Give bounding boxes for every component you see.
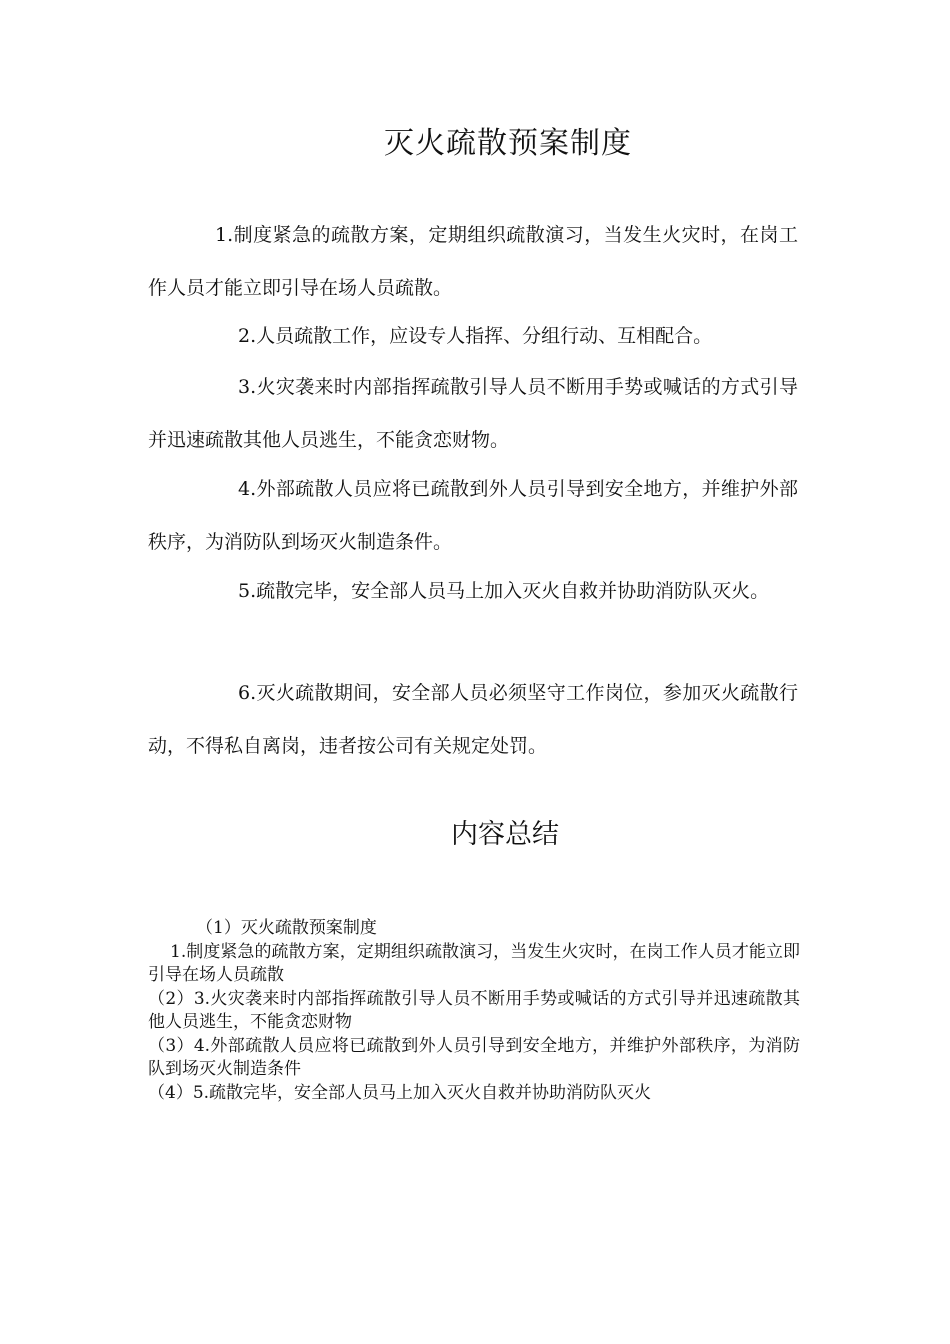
summary-title: 内容总结 [451, 819, 559, 850]
paragraph-2: 2.人员疏散工作，应设专人指挥、分组行动、互相配合。 [238, 325, 713, 347]
paragraph-1: 1.制度紧急的疏散方案，定期组织疏散演习，当发生火灾时，在岗工作人员才能立即引导在场人员疏散。 [148, 224, 798, 299]
paragraph-5: 5.疏散完毕，安全部人员马上加入灭火自救并协助消防队灭火。 [238, 580, 770, 602]
summary-item: （1）灭火疏散预案制度 [196, 918, 377, 938]
summary-item: 1.制度紧急的疏散方案，定期组织疏散演习，当发生火灾时，在岗工作人员才能立即引导在场人员疏散 [148, 941, 800, 985]
summary-item: （3）4.外部疏散人员应将已疏散到外人员引导到安全地方，并维护外部秩序，为消防队到场灭火制造条件 [148, 1035, 800, 1079]
document-title: 灭火疏散预案制度 [384, 126, 632, 161]
summary-item: （2）3.火灾袭来时内部指挥疏散引导人员不断用手势或喊话的方式引导并迅速疏散其他人员逃生，不能贪恋财物 [148, 988, 800, 1032]
paragraph-6: 6.灭火疏散期间，安全部人员必须坚守工作岗位，参加灭火疏散行动，不得私自离岗，违者按公司有关规定处罚。 [148, 682, 798, 757]
paragraph-4: 4.外部疏散人员应将已疏散到外人员引导到安全地方，并维护外部秩序，为消防队到场灭火制造条件。 [148, 478, 798, 553]
paragraph-3: 3.火灾袭来时内部指挥疏散引导人员不断用手势或喊话的方式引导并迅速疏散其他人员逃生，不能贪恋财物。 [148, 376, 798, 451]
summary-list [148, 917, 800, 1105]
summary-item: （4）5.疏散完毕，安全部人员马上加入灭火自救并协助消防队灭火 [148, 1082, 652, 1103]
